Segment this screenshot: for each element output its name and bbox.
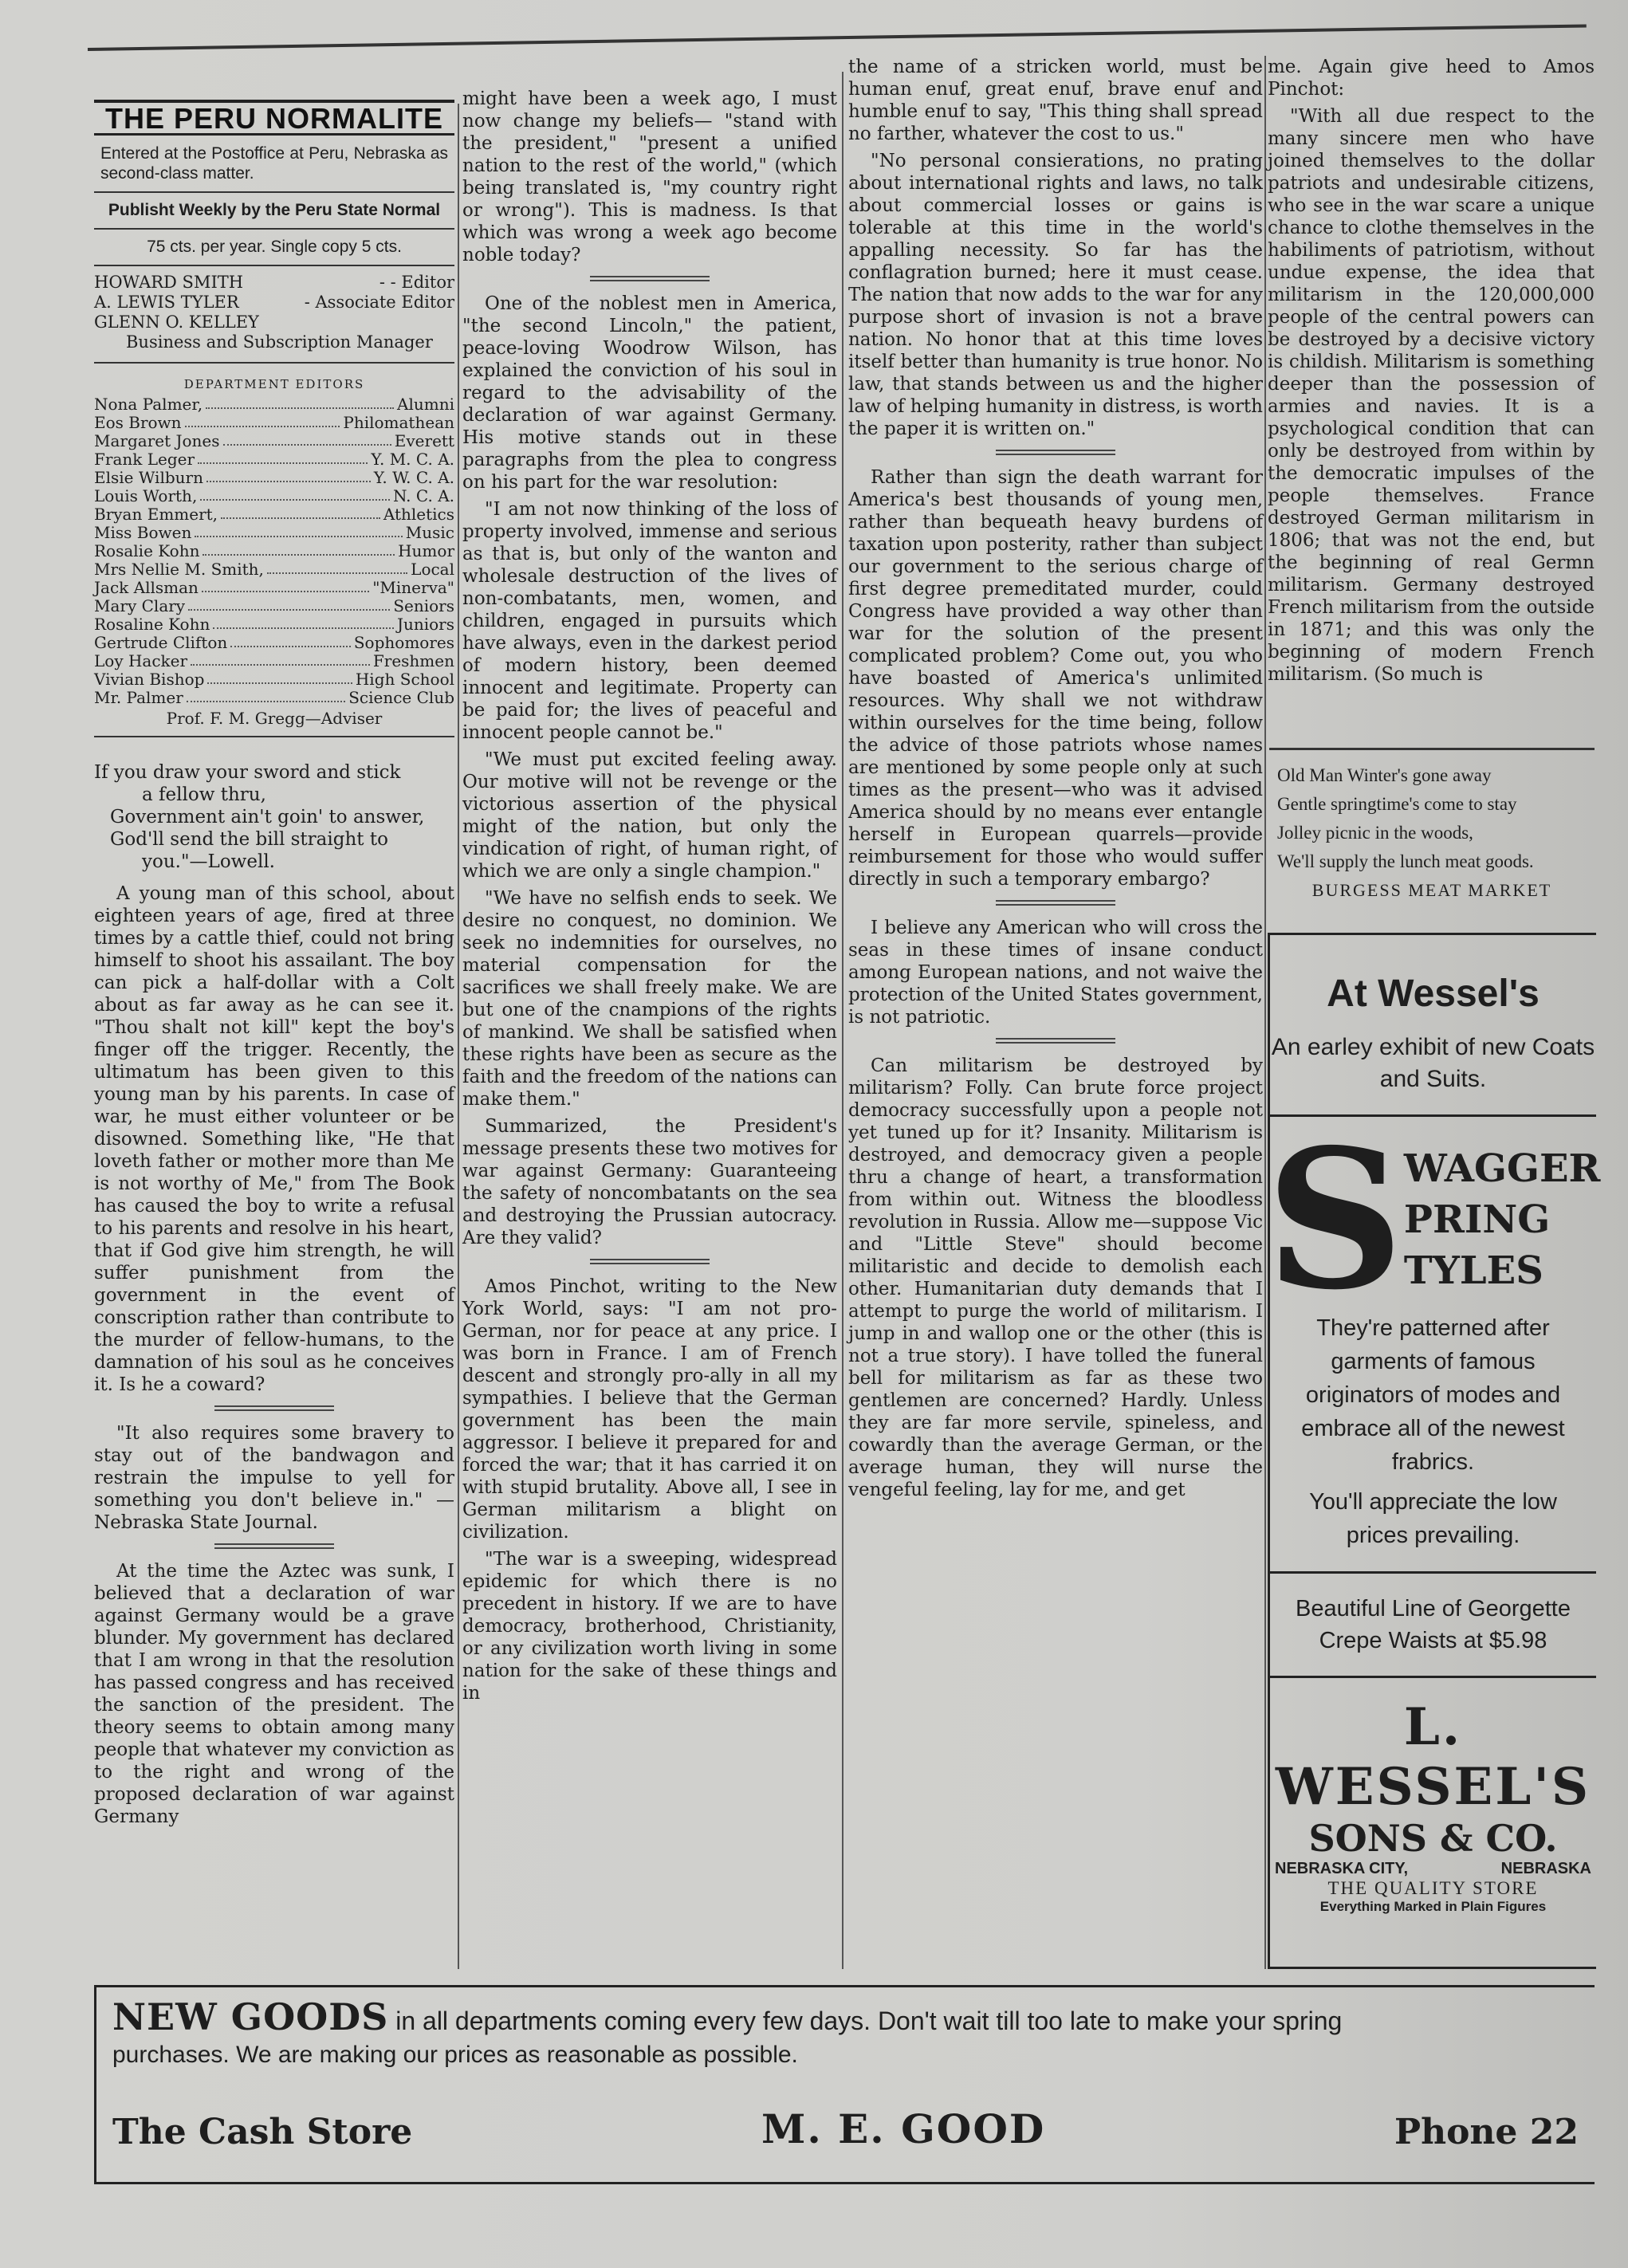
department-name: N. C. A. xyxy=(392,486,454,505)
article-paragraph: I believe any American who will cross the seas in these times of insane conduct among European nations, and not waive the protection of the United States government, is not patriotic. xyxy=(848,918,1263,1028)
article-paragraph: Amos Pinchot, writing to the New York World, says: "I am not pro-German, nor for peace at any price. I was born in France. I am of French descent and strongly pro-ally in all my sympathies. I believe that the German government has been the main aggressor. I believe it prepared for and forced the war; that it has carried it on with stupid brutality. Above all, I see in German militarism a blight on civilization. xyxy=(462,1276,837,1543)
dot-leader xyxy=(188,597,390,611)
staff-role: - - Editor xyxy=(379,273,454,292)
editor-name: Bryan Emmert, xyxy=(94,505,218,524)
verse-line: Jolley picnic in the woods, xyxy=(1277,823,1473,843)
department-name: Local xyxy=(411,560,454,579)
cash-store: The Cash Store xyxy=(112,2112,413,2152)
dot-leader xyxy=(230,634,351,647)
article-divider xyxy=(996,1038,1115,1044)
department-row xyxy=(94,469,454,487)
article-paragraph: "It also requires some bravery to stay out of the bandwagon and restrain the impulse to yell for something you don't believe in." —Nebraska State Journal. xyxy=(94,1423,454,1533)
editor-name: Nona Palmer, xyxy=(94,395,203,414)
editor-name: Mary Clary xyxy=(94,596,186,615)
department-name: High School xyxy=(355,670,454,689)
new-goods-text: in all departments coming every few days. Don't wait till too late to make your spring xyxy=(395,2007,1343,2035)
department-name: Athletics xyxy=(383,505,454,524)
article-divider xyxy=(996,900,1115,906)
editor-name: Loy Hacker xyxy=(94,651,188,670)
article-divider xyxy=(214,1405,334,1411)
city: NEBRASKA CITY, xyxy=(1275,1860,1409,1877)
department-row xyxy=(94,414,454,432)
poem-line: you."—Lowell. xyxy=(142,851,275,872)
department-name: Seniors xyxy=(393,596,454,615)
business-role: Business and Subscription Manager xyxy=(126,332,433,352)
editor-name: Mr. Palmer xyxy=(94,688,183,707)
dot-leader xyxy=(223,432,391,446)
article-paragraph: One of the noblest men in America, "the second Lincoln," the patient, peace-loving Woodrow Wilson, has explained the conviction of his soul in regard to the advisability of the declaration of war against Germany. His motive stands out in these paragraphs from the plea to congress on his part for the war resolution: xyxy=(462,293,837,493)
department-row xyxy=(94,689,454,707)
column-3 xyxy=(848,56,1263,1961)
editor-name: Jack Allsman xyxy=(94,578,199,597)
department-name: Philomathean xyxy=(343,413,454,432)
new-goods-ad xyxy=(94,1985,1595,2184)
dot-leader xyxy=(202,579,369,592)
dot-leader xyxy=(206,469,371,482)
swagger-word: PRING xyxy=(1403,1197,1551,1242)
dot-leader xyxy=(187,689,345,702)
article-paragraph: "I am not now thinking of the loss of property involved, immense and serious as that is, but only of the wanton and wholesale destruction of the lives of non-combatants, men, women, and children, engaged in pursuits which have always, even in the darkest period of modern history, been deemed innocent and legitimate. Property can be paid for; the lives of peaceful and innocent people cannot be." xyxy=(462,499,837,743)
department-name: Juniors xyxy=(396,615,454,634)
department-name: Y. M. C. A. xyxy=(371,450,454,469)
department-name: Freshmen xyxy=(372,651,454,670)
column-1 xyxy=(94,100,454,1827)
masthead-title: THE PERU NORMALITE xyxy=(94,100,454,136)
burgess-ad-verse xyxy=(1277,761,1587,876)
department-editors-heading: DEPARTMENT EDITORS xyxy=(94,362,454,395)
department-name: Y. W. C. A. xyxy=(373,468,454,487)
editor-name: Gertrude Clifton xyxy=(94,633,228,652)
wessel-ad xyxy=(1265,933,1601,1969)
staff-name: GLENN O. KELLEY xyxy=(94,312,259,332)
article-divider xyxy=(214,1543,334,1549)
article-paragraph: "With all due respect to the many sincere men who have joined themselves to the dollar patriots and undesirable citizens, who see in the war scare a unique chance to clothe themselves in the habiliments of patriotism, without undue expense, the idea that militarism in the 120,000,000 people of the central powers can be destroyed by a decisive victory is childish. Militarism is something deeper than the possession of armies and navies. It is a psychological condition that can only be destroyed from within by the democratic impulses of the people themselves. France destroyed German militarism in 1806; that was not the end, but the beginning of real Germn militarism. Germany destroyed French militarism from the outside in 1871; and this was only the beginning of modern French militarism. (So much is xyxy=(1268,106,1595,685)
article-paragraph: Summarized, the President's message presents these two motives for war against Germany: Guaranteeing the safety of noncombatants on the sea and destroying the Prussian autocracy. Are they valid? xyxy=(462,1116,837,1248)
department-editors-list xyxy=(94,395,454,707)
ad-divider xyxy=(1270,1676,1596,1678)
department-row xyxy=(94,579,454,597)
dot-leader xyxy=(185,414,340,427)
ad-divider xyxy=(1270,1571,1596,1574)
article-paragraph: A young man of this school, about eighteen years of age, fired at three times by a cattle thief, could not bring himself to shoot his assailant. The boy can pick a half-dollar with a Colt about as far away as he can see it. "Thou shalt not kill" kept the boy's finger off the trigger. Recently, the ultimatum has been given to this young man by his parents. In case of war, he must either volunteer or be disowned. Something like, "He that loveth father or mother more than Me is not worthy of Me," from The Book has caused the boy to write a refusal to his parents and resolve in his heart, that if God give him strength, he will suffer punishment from the government in the event of conscription rather than contribute to the murder of fellow-humans, to the damnation of his soul as he conceives it. Is he a coward? xyxy=(94,883,454,1395)
dot-leader xyxy=(195,524,402,537)
article-divider xyxy=(590,276,710,281)
editor-name: Miss Bowen xyxy=(94,523,192,542)
dot-leader xyxy=(198,450,368,464)
prices-text: You'll appreciate the low prices prevailing. xyxy=(1309,1489,1557,1548)
verse-line: We'll supply the lunch meat goods. xyxy=(1277,851,1534,871)
swagger-lines xyxy=(1404,1143,1601,1296)
staff-role: - Associate Editor xyxy=(304,293,454,312)
company-name: L. WESSEL'S xyxy=(1275,1697,1591,1817)
staff-name: HOWARD SMITH xyxy=(94,273,244,292)
store-owner: M. E. GOOD xyxy=(761,2105,1046,2152)
swagger-word: WAGGER xyxy=(1403,1146,1601,1191)
editor-name: Rosaline Kohn xyxy=(94,615,210,634)
column-rule xyxy=(1264,56,1266,1969)
department-row xyxy=(94,560,454,579)
state: NEBRASKA xyxy=(1500,1860,1591,1877)
department-name: Science Club xyxy=(348,688,454,707)
dot-leader xyxy=(203,542,395,556)
verse-line: Gentle springtime's come to stay xyxy=(1277,794,1517,814)
wessel-ad-subtitle: An earley exhibit of new Coats and Suits. xyxy=(1271,1034,1595,1092)
adviser: Prof. F. M. Gregg—Adviser xyxy=(94,707,454,737)
poem-line: Government ain't goin' to answer, xyxy=(110,807,425,827)
department-row xyxy=(94,670,454,689)
new-goods-headline: NEW GOODS xyxy=(112,1995,389,2038)
department-name: Sophomores xyxy=(353,633,454,652)
patterned-text: They're patterned after garments of famous originators of modes and embrace all of the newest frabrics. xyxy=(1301,1315,1565,1475)
article-paragraph: Can militarism be destroyed by militarism? Folly. Can brute force project democracy successfully upon a people not yet tuned up for it? Insanity. Militarism is destroyed, and democracy given a people thru a change of heart, a transformation from within out. Witness the bloodless revolution in Russia. Allow me—suppose Vic and "Little Steve" should become militaristic and decide to demolish each other. Humanitarian duty demands that I attempt to purge the world of militarism. I jump in and wallop one or the other (this is not a true story). I have tolled the funeral bell for militarism as far as these two gentlemen are concerned? Hardly. Unless they are far more servile, spineless, and cowardly than the average German, or the average human, they will nurse the vengeful feeling, lay for me, and get xyxy=(848,1055,1263,1500)
column-1-articles xyxy=(94,882,454,1828)
editor-name: Elsie Wilburn xyxy=(94,468,203,487)
department-name: Everett xyxy=(394,431,454,450)
top-rule xyxy=(88,24,1587,51)
editor-name: Frank Leger xyxy=(94,450,195,469)
editor-name: Louis Worth, xyxy=(94,486,198,505)
dot-leader xyxy=(221,505,380,519)
department-row xyxy=(94,505,454,524)
department-row xyxy=(94,652,454,670)
department-row xyxy=(94,432,454,450)
staff-name: A. LEWIS TYLER xyxy=(94,293,239,312)
swagger-word: TYLES xyxy=(1403,1248,1543,1293)
editor-name: Mrs Nellie M. Smith, xyxy=(94,560,264,579)
poem-line: If you draw your sword and stick xyxy=(94,762,401,783)
article-paragraph: "The war is a sweeping, widespread epidemic for which there is no precedent in history. If we are to have democracy, brotherhood, Christianity, or any civilization worth living in some nation for the sake of these things and in xyxy=(462,1549,837,1704)
dot-leader xyxy=(206,395,394,409)
department-name: Humor xyxy=(398,541,454,560)
burgess-meat-market-ad xyxy=(1269,748,1595,917)
department-row xyxy=(94,450,454,469)
entered-notice: Entered at the Postoffice at Peru, Nebraska as second-class matter. xyxy=(94,136,454,193)
dot-leader xyxy=(267,560,407,574)
phone-number: Phone 22 xyxy=(1394,2112,1579,2152)
article-paragraph: might have been a week ago, I must now change my beliefs— "stand with the president," "present a unified nation to the rest of the world," (which being translated is, "my country right or wrong"). This is madness. Is that which was wrong a week ago become noble today? xyxy=(462,88,837,265)
article-paragraph: the name of a stricken world, must be human enuf, great enuf, brave enuf and humble enuf to say, "This thing shall spread no farther, whatever the cost to us." xyxy=(848,57,1263,144)
wessel-ad-title: At Wessel's xyxy=(1327,973,1540,1015)
poem-line: God'll send the bill straight to xyxy=(110,829,388,850)
department-row xyxy=(94,597,454,615)
column-rule xyxy=(458,104,459,1969)
staff-row xyxy=(94,273,454,293)
new-goods-line-2: purchases. We are making our prices as reasonable as possible. xyxy=(112,2042,798,2068)
dot-leader xyxy=(191,652,370,666)
verse-line: Old Man Winter's gone away xyxy=(1277,765,1492,785)
company-location xyxy=(1270,1860,1596,1878)
column-2 xyxy=(462,88,837,1961)
department-name: Alumni xyxy=(397,395,454,414)
new-goods-line-1 xyxy=(112,1995,1579,2038)
company-sons: SONS & CO. xyxy=(1308,1817,1558,1860)
editor-name: Vivian Bishop xyxy=(94,670,205,689)
department-row xyxy=(94,615,454,634)
department-row xyxy=(94,395,454,414)
article-paragraph: Rather than sign the death warrant for America's best thousands of young men, rather than bequeath heavy burdens of taxation upon posterity, rather than subject our government to the serious charge of first degree premeditated murder, could Congress have provided a way other than war for the solution of the present complicated problem? Come out, you who have boasted of America's unlimited resources. Why shall we not withdraw within ourselves for the time being, follow the advice of those patriots whose names are mentioned by some people only at such times as the present—who was it advised America should by no means ever entangle herself in European quarrels—provide reimbursement for those who would suffer directly in such a temporary embargo? xyxy=(848,467,1263,890)
subscription-price: 75 cts. per year. Single copy 5 cts. xyxy=(94,230,454,266)
new-goods-footer xyxy=(112,2080,1579,2152)
burgess-ad-name: BURGESS MEAT MARKET xyxy=(1311,880,1552,900)
department-name: Music xyxy=(405,523,454,542)
editor-name: Margaret Jones xyxy=(94,431,220,450)
lowell-poem xyxy=(94,761,454,873)
department-row xyxy=(94,524,454,542)
swagger-spring-styles xyxy=(1265,1107,1601,1332)
editor-name: Rosalie Kohn xyxy=(94,541,200,560)
staff-list xyxy=(94,266,454,356)
column-rule xyxy=(842,72,843,1969)
poem-line: a fellow thru, xyxy=(142,784,266,805)
editor-name: Eos Brown xyxy=(94,413,182,432)
article-divider xyxy=(590,1259,710,1264)
article-divider xyxy=(996,450,1115,455)
article-paragraph: me. Again give heed to Amos Pinchot: xyxy=(1268,57,1595,100)
dot-leader xyxy=(213,615,394,629)
article-paragraph: At the time the Aztec was sunk, I believed that a declaration of war against Germany would be a grave blunder. My government has declared that I am wrong in that the resolution has passed congress and has received the sanction of the president. The theory seems to obtain among many people that whatever my conviction as to the right and wrong of the proposed declaration of war against Germany xyxy=(94,1561,454,1827)
department-row xyxy=(94,542,454,560)
department-row xyxy=(94,634,454,652)
staff-row xyxy=(94,293,454,312)
department-row xyxy=(94,487,454,505)
dot-leader xyxy=(200,487,390,501)
quality-store: THE QUALITY STORE xyxy=(1327,1878,1539,1898)
plain-figures: Everything Marked in Plain Figures xyxy=(1319,1899,1547,1914)
dot-leader xyxy=(207,670,352,684)
article-paragraph: "No personal consierations, no prating about international rights and laws, no talk about commercial losses or gains is tolerable at this time in the world's appalling necessity. So far has the conflagration burned; here it must cease. The nation that now adds to the war for any purpose short of invasion is not a brave nation. No honor that at this time loves itself better than humanity is true honor. No law, that stands between us and the higher law of helping humanity in distress, is worth the paper it is written on." xyxy=(848,151,1263,439)
staff-row xyxy=(94,312,454,332)
article-paragraph: "We have no selfish ends to seek. We desire no conquest, no dominion. We seek no indemnities for ourselves, no material compensation for the sacrifices we shall freely make. We are but one of the cnampions of the rights of mankind. We shall be satisfied when these rights have been as secure as the faith and the freedom of the nations can make them." xyxy=(462,888,837,1110)
georgette-text: Beautiful Line of Georgette Crepe Waists at $5.98 xyxy=(1295,1596,1571,1653)
published-notice: Publisht Weekly by the Peru State Normal xyxy=(94,193,454,230)
department-name: "Minerva" xyxy=(372,578,454,597)
article-paragraph: "We must put excited feeling away. Our motive will not be revenge or the victorious assertion of the physical might of the nation, but only the vindication of right, of human right, of which we are only a single champion." xyxy=(462,749,837,882)
big-s-letter: S xyxy=(1265,1107,1404,1332)
